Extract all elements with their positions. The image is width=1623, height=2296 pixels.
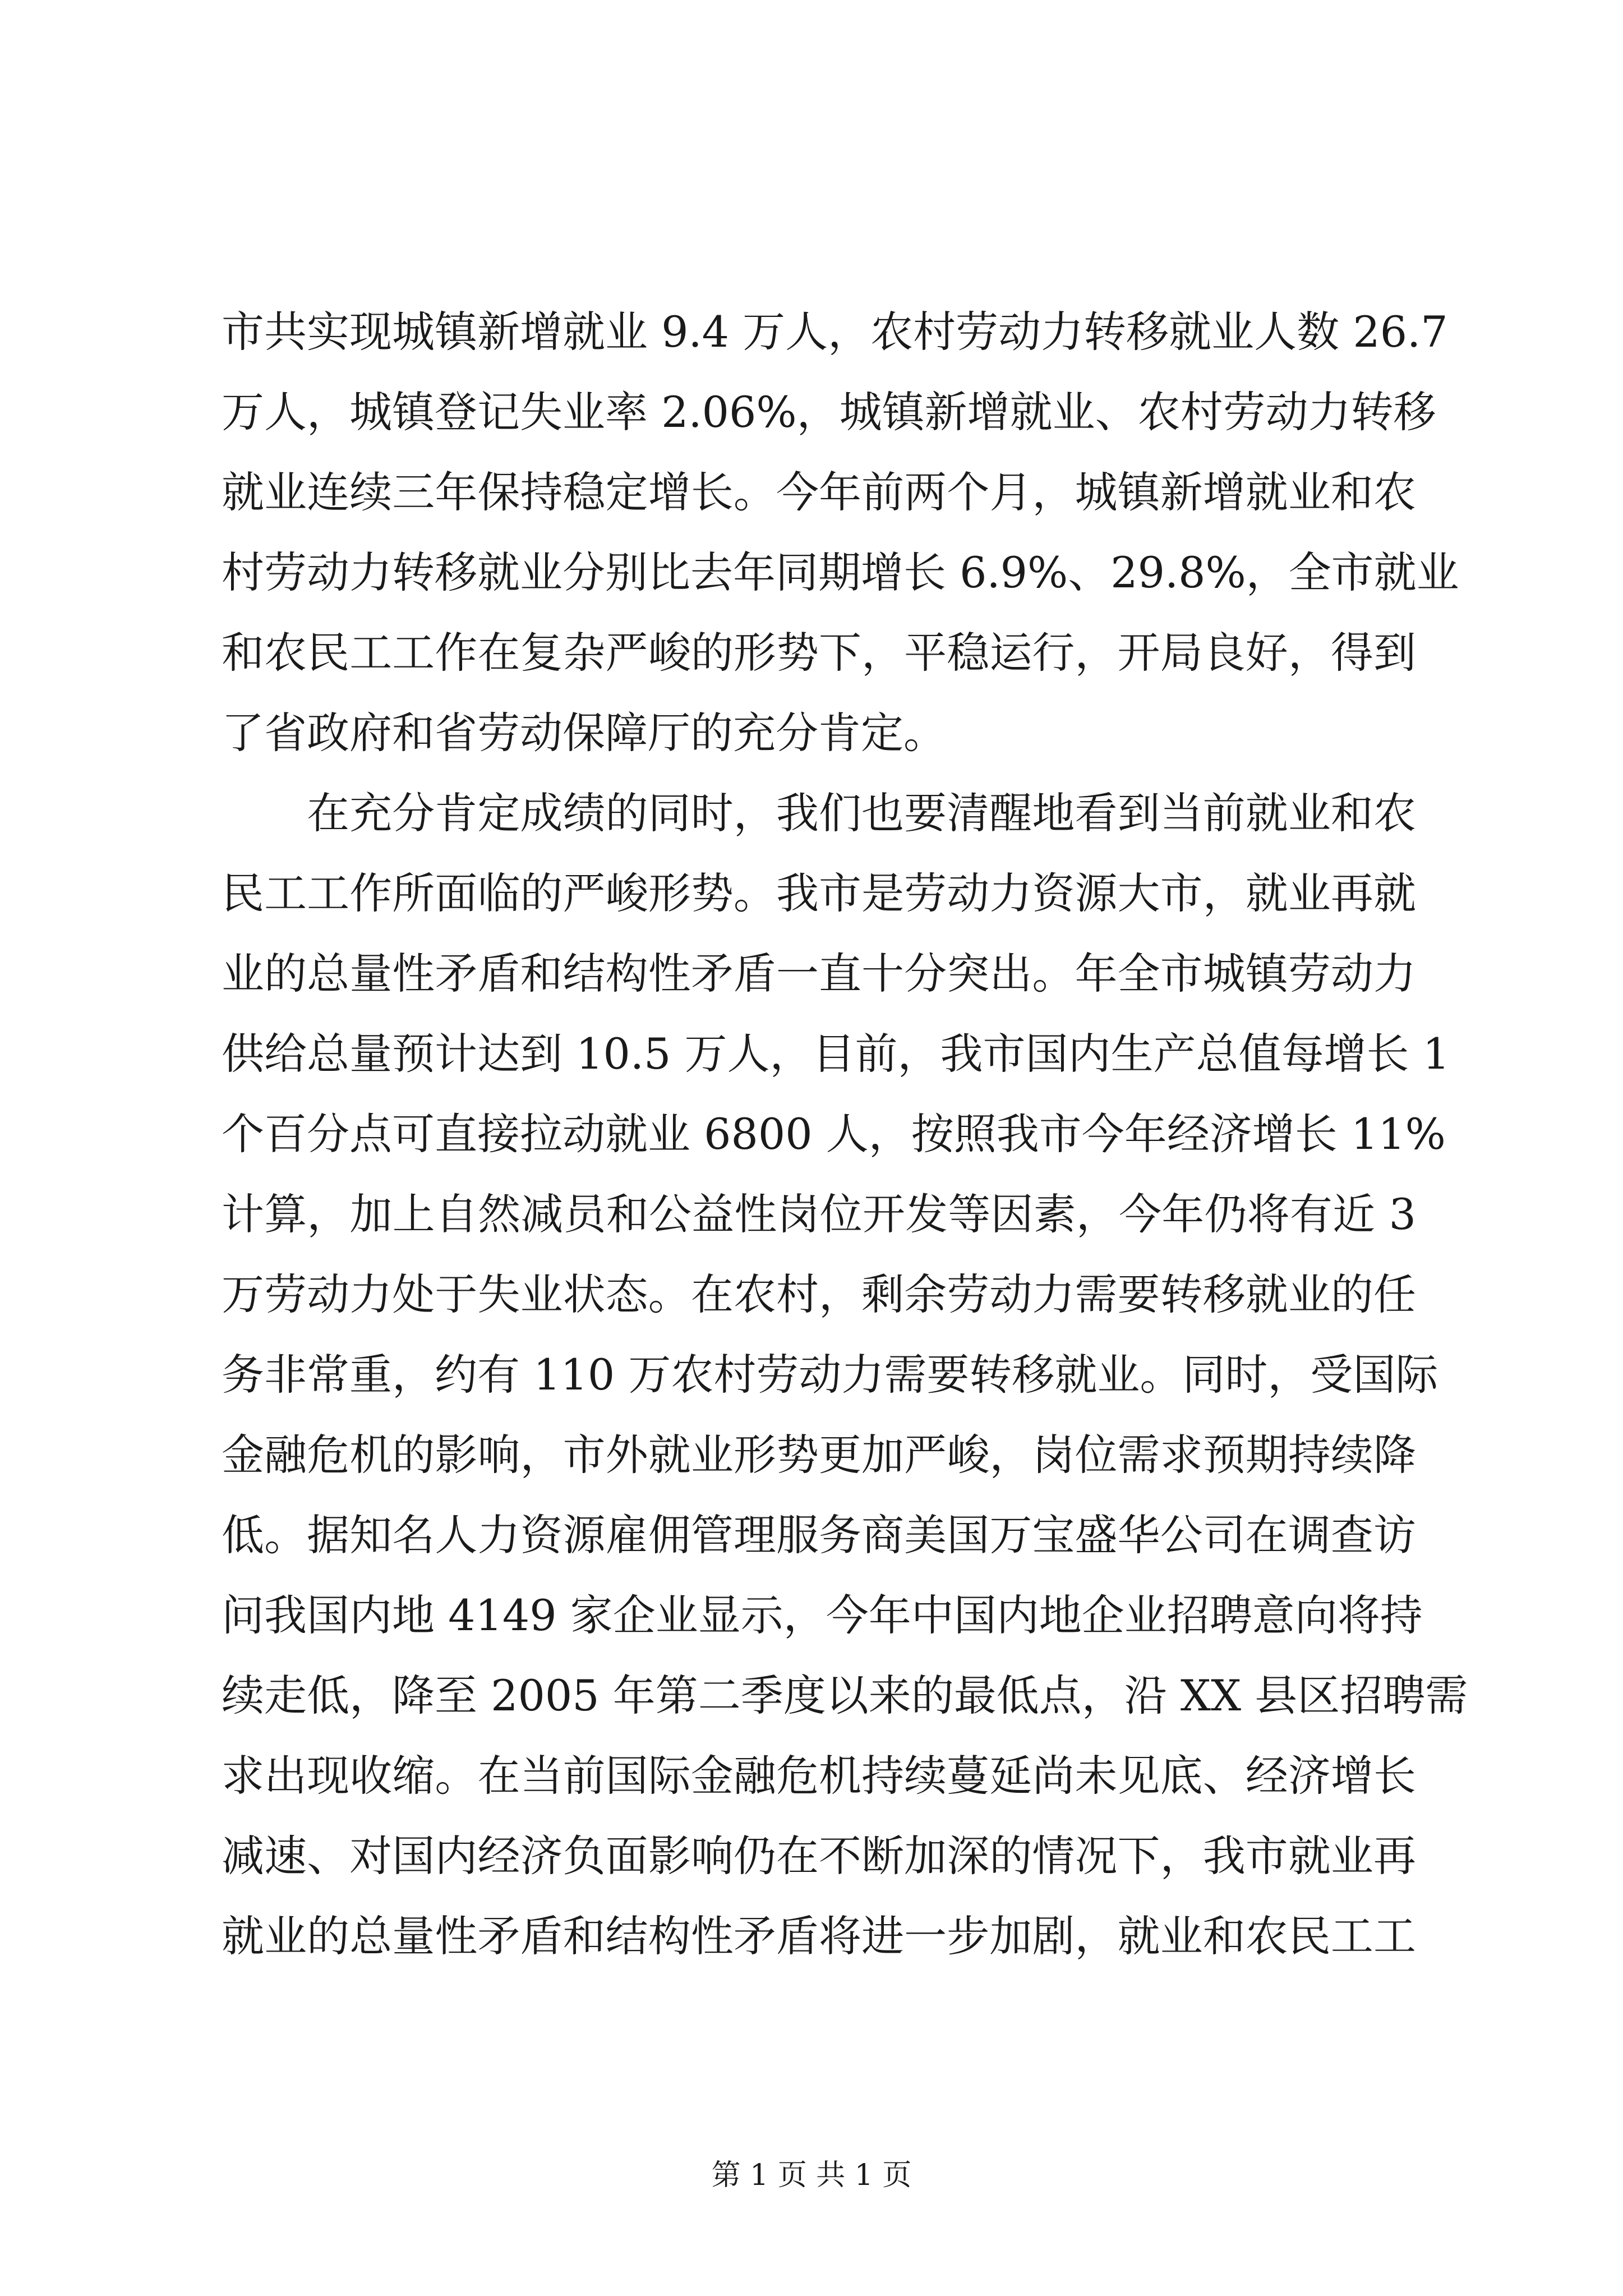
text-line: 求出现收缩。在当前国际金融危机持续蔓延尚未见底、经济增长 bbox=[222, 1751, 1416, 1801]
text-line: 和农民工工作在复杂严峻的形势下，平稳运行，开局良好，得到 bbox=[222, 628, 1416, 678]
paragraph bbox=[222, 773, 1468, 1976]
text-line: 了省政府和省劳动保障厅的充分肯定。 bbox=[222, 708, 946, 758]
text-line: 万人，城镇登记失业率 2.06%，城镇新增就业、农村劳动力转移 bbox=[222, 387, 1436, 437]
text-line: 减速、对国内经济负面影响仍在不断加深的情况下，我市就业再 bbox=[222, 1831, 1416, 1881]
text-line: 续走低，降至 2005 年第二季度以来的最低点，沿 XX 县区招聘需 bbox=[222, 1671, 1468, 1720]
text-line: 万劳动力处于失业状态。在农村，剩余劳动力需要转移就业的任 bbox=[222, 1269, 1416, 1319]
text-line: 就业连续三年保持稳定增长。今年前两个月，城镇新增就业和农 bbox=[222, 467, 1416, 517]
text-line: 市共实现城镇新增就业 9.4 万人，农村劳动力转移就业人数 26.7 bbox=[222, 307, 1448, 357]
text-line: 业的总量性矛盾和结构性矛盾一直十分突出。年全市城镇劳动力 bbox=[222, 949, 1416, 999]
text-line: 计算，加上自然减员和公益性岗位开发等因素，今年仍将有近 3 bbox=[222, 1189, 1416, 1239]
text-line: 供给总量预计达到 10.5 万人，目前，我市国内生产总值每增长 1 bbox=[222, 1029, 1450, 1079]
text-line: 务非常重，约有 110 万农村劳动力需要转移就业。同时，受国际 bbox=[222, 1350, 1438, 1400]
text-line: 在充分肯定成绩的同时，我们也要清醒地看到当前就业和农 bbox=[307, 788, 1416, 838]
page-footer bbox=[0, 2151, 1623, 2193]
text-line: 金融危机的影响，市外就业形势更加严峻，岗位需求预期持续降 bbox=[222, 1430, 1416, 1480]
text-line: 低。据知名人力资源雇佣管理服务商美国万宝盛华公司在调查访 bbox=[222, 1510, 1416, 1560]
text-line: 民工工作所面临的严峻形势。我市是劳动力资源大市，就业再就 bbox=[222, 868, 1416, 918]
text-line: 村劳动力转移就业分别比去年同期增长 6.9%、29.8%，全市就业 bbox=[222, 547, 1459, 597]
text-line: 就业的总量性矛盾和结构性矛盾将进一步加剧，就业和农民工工 bbox=[222, 1911, 1416, 1961]
document-body bbox=[222, 292, 1468, 1976]
paragraph bbox=[222, 292, 1459, 773]
text-line: 个百分点可直接拉动就业 6800 人，按照我市今年经济增长 11% bbox=[222, 1109, 1446, 1159]
text-line: 问我国内地 4149 家企业显示，今年中国内地企业招聘意向将持 bbox=[222, 1590, 1423, 1640]
page-number: 第 1 页 共 1 页 bbox=[711, 2159, 912, 2192]
